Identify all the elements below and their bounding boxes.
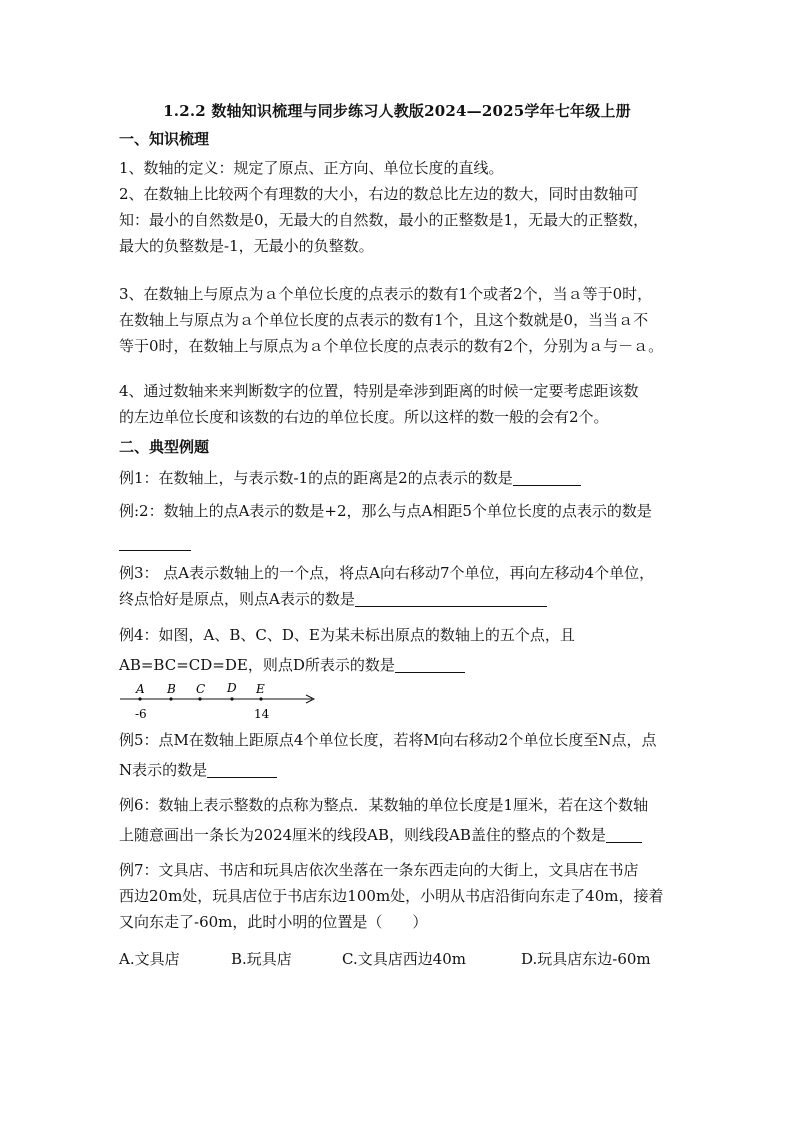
text-line: 例6：数轴上表示整数的点称为整点．某数轴的单位长度是1厘米，若在这个数轴 [119, 796, 649, 814]
number-line-point-d [230, 697, 233, 700]
text-line: 例4：如图，A、B、C、D、E为某未标出原点的数轴上的五个点，且 [119, 626, 575, 644]
text-line: 的左边单位长度和该数的右边的单位长度。所以这样的数一般的会有2个。 [119, 408, 609, 426]
example-7 [119, 857, 679, 935]
point-label-c: C [196, 682, 206, 696]
text-line: 例7：文具店、书店和玩具店依次坐落在一条东西走向的大街上，文具店在书店 [119, 861, 639, 879]
option-a[interactable]: A.文具店 [119, 950, 180, 968]
knowledge-point-4 [119, 378, 679, 430]
knowledge-point-3 [119, 281, 679, 359]
text-line: 例5：点M在数轴上距原点4个单位长度，若将M向右移动2个单位长度至N点，点 [119, 731, 657, 749]
text-line: 知：最小的自然数是0，无最大的自然数，最小的正整数是1，无最大的正整数， [119, 211, 649, 229]
text-line: 上随意画出一条长为2024厘米的线段AB，则线段AB盖住的整点的个数是 [119, 826, 606, 844]
text-line: 又向东走了-60m，此时小明的位置是（ ） [119, 913, 428, 931]
text-line: 例3： 点A表示数轴上的一个点，将点A向右移动7个单位，再向左移动4个单位， [119, 564, 655, 582]
option-b[interactable]: B.玩具店 [231, 950, 292, 968]
knowledge-point-1 [119, 155, 679, 181]
knowledge-point-2 [119, 181, 679, 259]
number-line-point-e [259, 697, 262, 700]
number-line-point-a [138, 697, 141, 700]
example-1 [119, 465, 679, 491]
example-6 [119, 792, 679, 848]
section-heading-examples: 二、典型例题 [119, 438, 210, 456]
text-line: 在数轴上与原点为ａ个单位长度的点表示的数有1个，且这个数就是0，当当ａ不 [119, 311, 649, 329]
example-4 [119, 622, 679, 678]
value-label-minus-6: -6 [135, 707, 147, 721]
text-line: 最大的负整数是-1，无最小的负整数。 [119, 237, 374, 255]
number-line-figure [116, 678, 326, 724]
text-line: 4、通过数轴来来判断数字的位置，特别是牵涉到距离的时候一定要考虑距该数 [119, 382, 639, 400]
point-label-a: A [136, 682, 145, 696]
text-line: 3、在数轴上与原点为ａ个单位长度的点表示的数有1个或者2个，当ａ等于0时， [119, 285, 653, 303]
answer-blank[interactable] [355, 590, 547, 607]
text-line: 1、数轴的定义：规定了原点、正方向、单位长度的直线。 [119, 159, 504, 177]
example-5 [119, 727, 679, 783]
point-label-e: E [256, 682, 265, 696]
text-line: 等于0时，在数轴上与原点为ａ个单位长度的点表示的数有2个，分别为ａ与－ａ。 [119, 337, 664, 355]
point-label-b: B [167, 682, 176, 696]
value-label-14: 14 [254, 707, 270, 721]
text-line: 例:2：数轴上的点A表示的数是+2，那么与点A相距5个单位长度的点表示的数是 [119, 502, 652, 520]
answer-blank[interactable] [207, 761, 277, 778]
example-3 [119, 560, 679, 612]
text-line: N表示的数是 [119, 761, 208, 779]
example-2 [119, 498, 679, 524]
point-label-d: D [227, 681, 237, 695]
text-line: 西边20m处，玩具店位于书店东边100m处，小明从书店沿街向东走了40m，接着 [119, 887, 664, 905]
example-2-blank-row [119, 533, 191, 552]
option-c[interactable]: C.文具店西边40m [342, 950, 467, 968]
text-line: AB=BC=CD=DE，则点D所表示的数是 [119, 656, 395, 674]
option-d[interactable]: D.玩具店东边-60m [521, 950, 651, 968]
answer-blank[interactable] [119, 534, 191, 551]
text-line: 2、在数轴上比较两个有理数的大小，右边的数总比左边的数大，同时由数轴可 [119, 185, 639, 203]
answer-blank[interactable] [606, 826, 642, 843]
answer-blank[interactable] [513, 469, 581, 486]
text-line: 终点恰好是原点，则点A表示的数是 [119, 590, 355, 608]
number-line-point-c [198, 697, 201, 700]
number-line-point-b [169, 697, 172, 700]
text-line: 例1：在数轴上，与表示数-1的点的距离是2的点表示的数是 [119, 469, 513, 487]
document-title: 1.2.2 数轴知识梳理与同步练习人教版2024—2025学年七年级上册 [163, 102, 631, 120]
section-heading-knowledge: 一、知识梳理 [119, 130, 210, 148]
answer-blank[interactable] [395, 656, 465, 673]
